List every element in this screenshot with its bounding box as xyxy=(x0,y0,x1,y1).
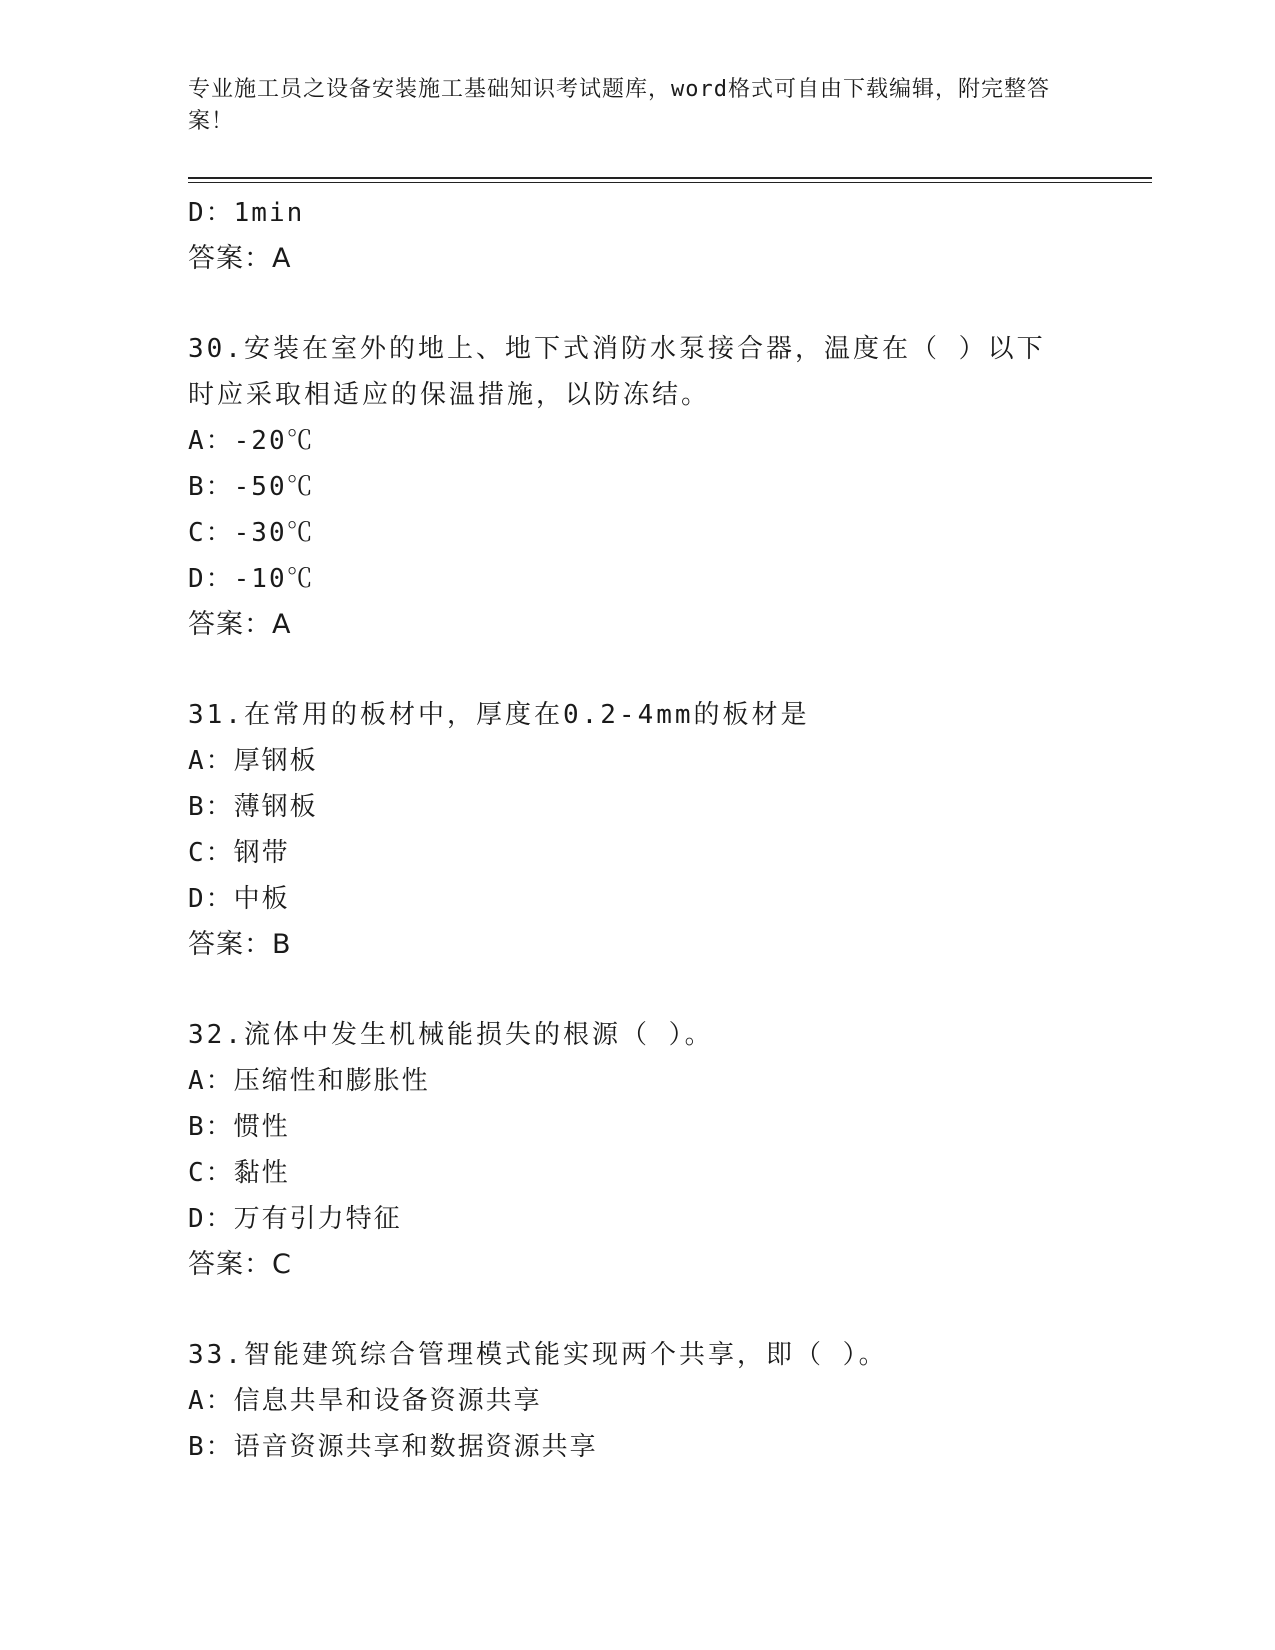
option-d: D：1min xyxy=(188,198,305,228)
option-a: A：信息共旱和设备资源共享 xyxy=(188,1386,542,1416)
option-b: B：惯性 xyxy=(188,1112,290,1142)
question-stem: 32.流体中发生机械能损失的根源（ ）。 xyxy=(188,1020,714,1050)
option-a: A：厚钢板 xyxy=(188,746,318,776)
option-b: B：-50℃ xyxy=(188,472,315,502)
header-divider-thick xyxy=(188,177,1152,179)
option-d: D：-10℃ xyxy=(188,564,315,594)
answer-line: 答案：A xyxy=(188,243,292,274)
option-d: D：中板 xyxy=(188,884,290,914)
option-c: C：黏性 xyxy=(188,1158,290,1188)
question-stem: 31.在常用的板材中，厚度在0.2-4mm的板材是 xyxy=(188,700,810,730)
option-c: C：钢带 xyxy=(188,838,290,868)
answer-line: 答案：C xyxy=(188,1249,292,1280)
answer-line: 答案：B xyxy=(188,929,292,960)
answer-line: 答案：A xyxy=(188,609,292,640)
option-a: A：-20℃ xyxy=(188,426,315,456)
option-c: C：-30℃ xyxy=(188,518,315,548)
option-d: D：万有引力特征 xyxy=(188,1204,402,1234)
option-a: A：压缩性和膨胀性 xyxy=(188,1066,430,1096)
question-stem: 33.智能建筑综合管理模式能实现两个共享，即（ ）。 xyxy=(188,1340,888,1370)
option-b: B：语音资源共享和数据资源共享 xyxy=(188,1432,598,1462)
option-b: B：薄钢板 xyxy=(188,792,318,822)
header-divider-thin xyxy=(188,182,1152,183)
document-header: 专业施工员之设备安装施工基础知识考试题库，word格式可自由下载编辑，附完整答案！ xyxy=(188,77,1050,134)
question-stem: 30.安装在室外的地上、地下式消防水泵接合器，温度在（ ）以下时应采取相适应的保温措施，以防冻结。 xyxy=(188,334,1046,410)
question-list xyxy=(188,190,1088,1470)
